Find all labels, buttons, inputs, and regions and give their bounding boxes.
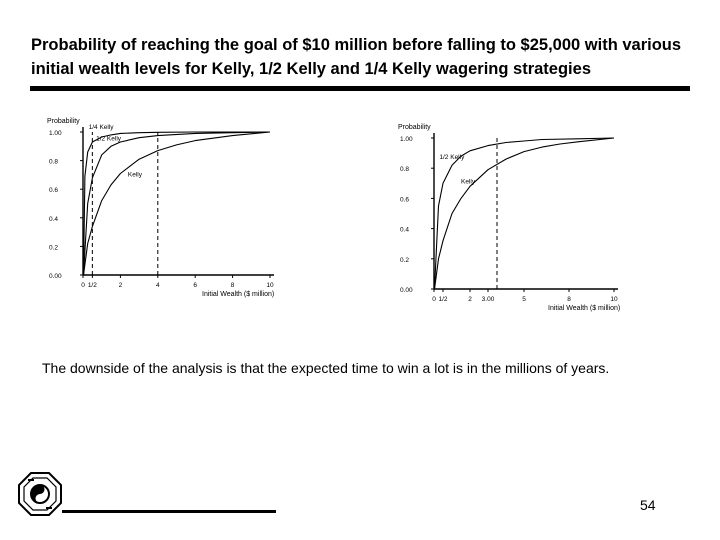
x-axis-title: Initial Wealth ($ million) [548,305,621,312]
y-tick-label: 0.4 [400,226,410,234]
y-tick-label: 1.00 [400,136,413,143]
series-label: 1/2 Kelly [96,135,122,143]
series-line [84,132,271,275]
page-number: 54 [640,497,656,513]
series-label: 1/2 Kelly [439,154,465,162]
slide-title: Probability of reaching the goal of $10 million before falling to $25,000 with various initial wealth levels for Kelly, 1/2 Kelly and 1/4 Kelly wagering strategies [31,36,682,78]
x-tick-label: 8 [567,296,571,303]
y-tick-label: 0.2 [400,256,410,264]
series-label: 1/4 Kelly [88,124,114,132]
x-tick-label: 5 [522,296,526,303]
x-tick-label: 2 [468,296,472,303]
y-tick-label: 0.00 [400,287,413,294]
x-tick-label: 0 [432,296,436,303]
x-tick-label: 10 [266,282,274,289]
y-axis-title: Probability [47,118,80,125]
x-tick-label: 4 [155,282,160,289]
x-tick-label: 6 [193,282,198,289]
series-label: Kelly [461,178,476,186]
x-tick-label: 10 [610,296,618,303]
series-label: Kelly [127,171,142,179]
y-tick-label: 0.2 [49,244,59,252]
y-tick-label: 0.6 [49,187,59,195]
x-tick-label: 1/2 [438,296,448,303]
x-tick-label: 8 [230,282,235,289]
chart-left [30,108,305,313]
x-tick-label: 0 [81,282,85,289]
footer-divider [62,510,276,513]
y-tick-label: 0.00 [49,273,62,280]
chart-right [398,112,648,327]
x-tick-label: 2 [118,282,123,289]
slide-note: The downside of the analysis is that the expected time to win a lot is in the millions of years. [42,360,610,376]
y-tick-label: 0.6 [400,196,410,204]
y-axis-title: Probability [398,124,431,131]
y-tick-label: 0.4 [49,215,59,223]
x-tick-label: 3.00 [481,296,495,303]
series-line [84,132,271,275]
y-tick-label: 1.00 [49,130,62,137]
x-axis-title: Initial Wealth ($ million) [202,291,275,298]
title-divider [30,86,690,91]
y-tick-label: 0.8 [49,158,59,166]
y-tick-label: 0.8 [400,166,410,174]
x-tick-label: 1/2 [87,282,97,289]
logo-icon [16,470,64,518]
series-line [84,132,271,275]
